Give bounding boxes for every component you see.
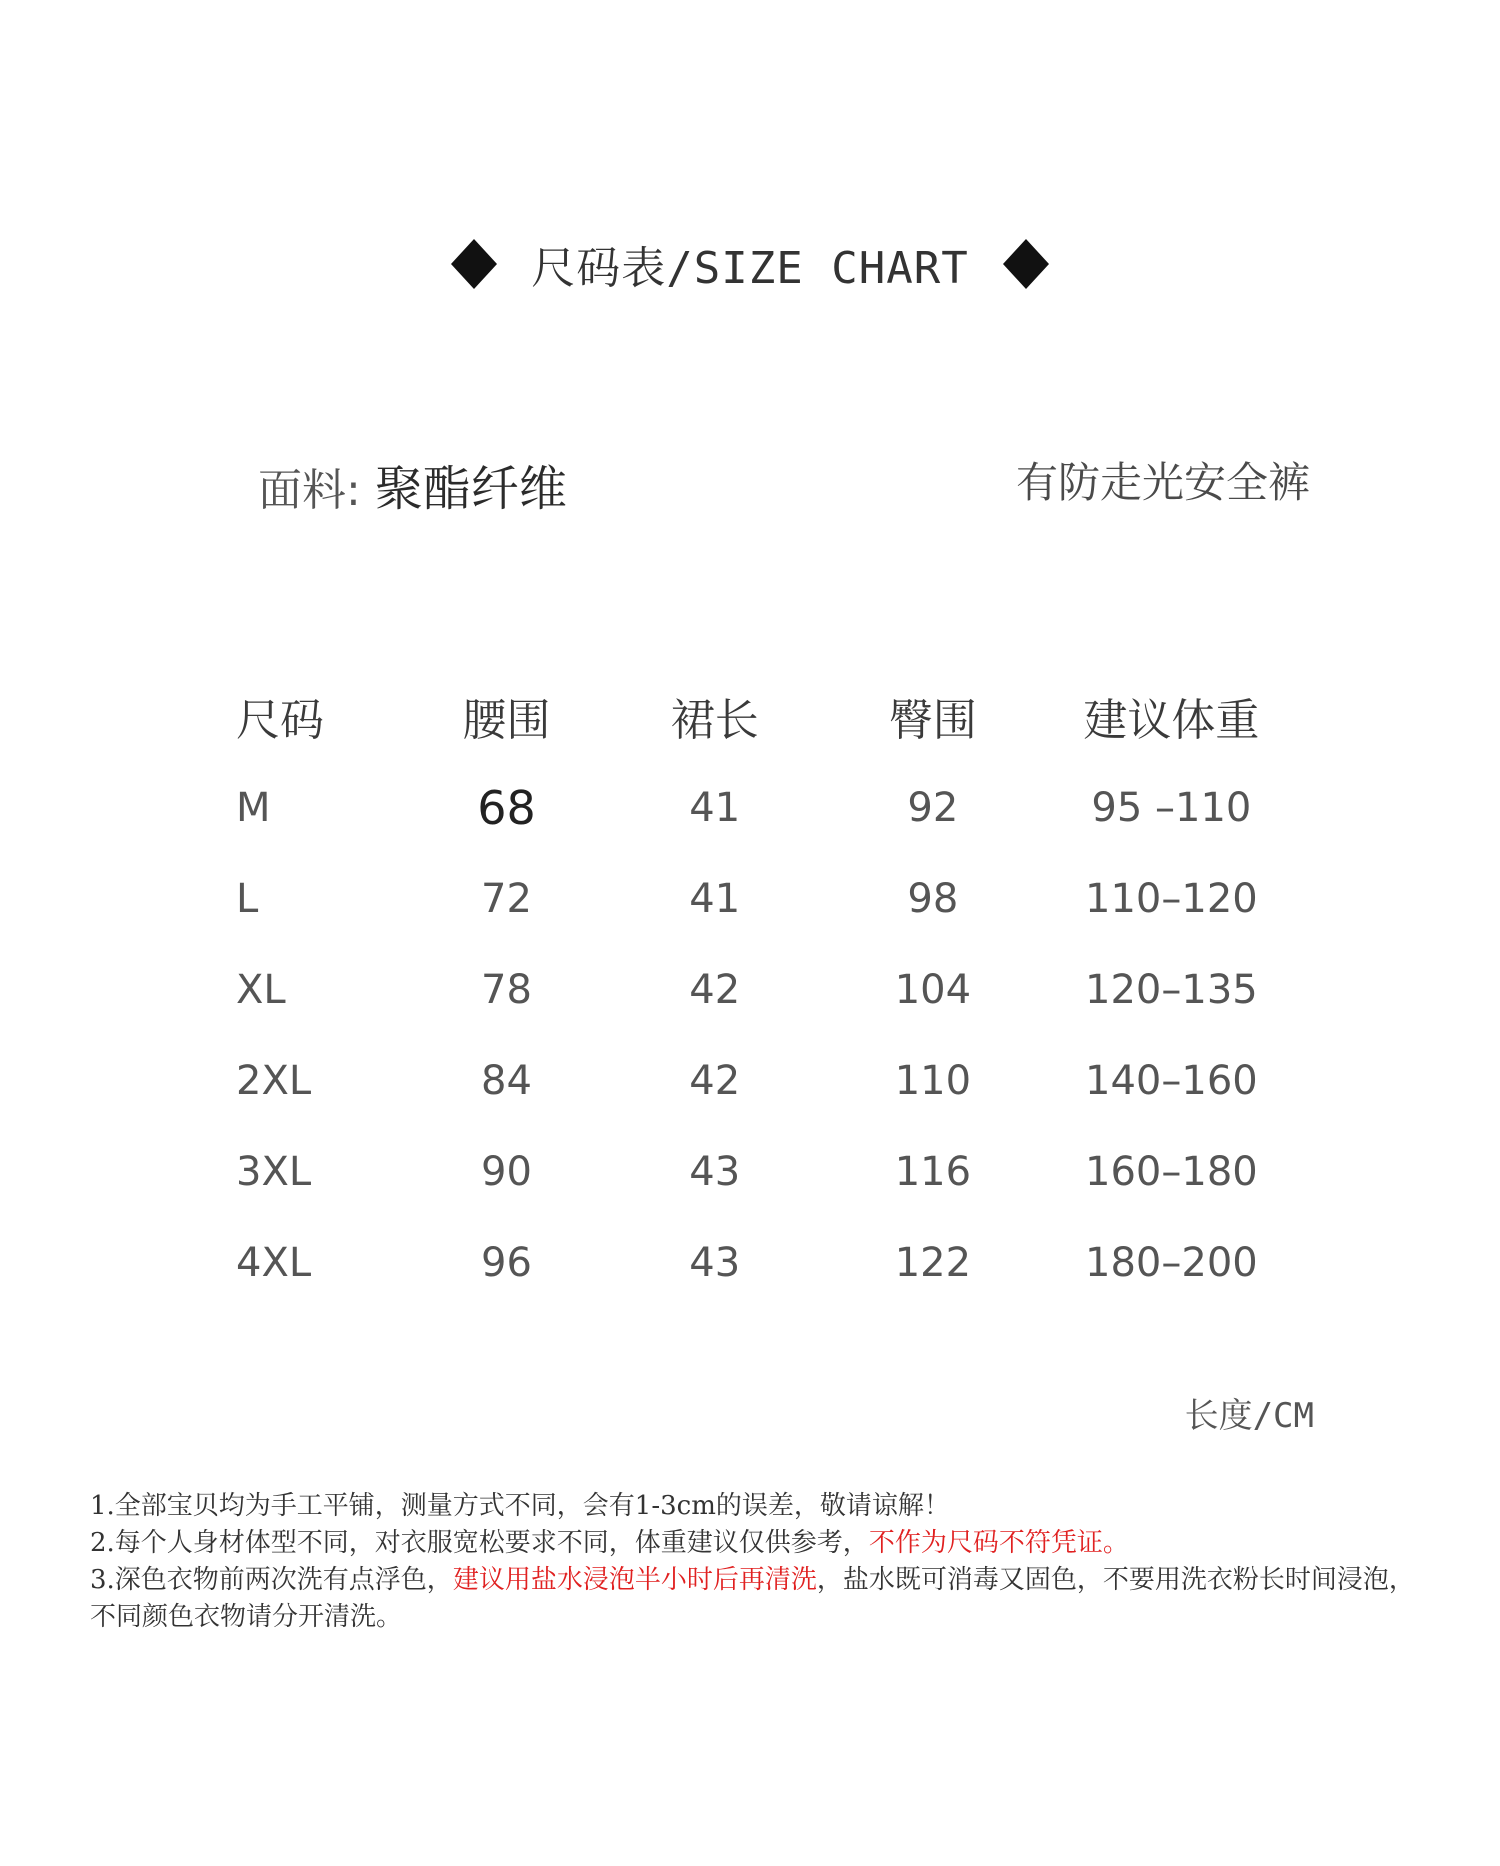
cell-size: 2XL: [236, 1057, 312, 1104]
note-1: [90, 1488, 1420, 1525]
cell-weight: 140–160: [1085, 1057, 1258, 1104]
cell-waist: 84: [481, 1057, 532, 1104]
size-table: [220, 670, 1300, 1308]
cell-length: 41: [689, 784, 741, 831]
header-hip: 臀围: [888, 695, 977, 746]
table-row: [220, 1217, 1300, 1308]
cell-size: 3XL: [236, 1148, 312, 1195]
page-title: 尺码表/SIZE CHART: [531, 243, 969, 294]
cell-hip: 122: [894, 1239, 972, 1286]
cell-waist: 68: [477, 780, 536, 835]
table-row: [220, 853, 1300, 944]
note-2: [90, 1525, 1420, 1562]
cell-weight: 160–180: [1085, 1148, 1258, 1195]
note-3-warning: 建议用盐水浸泡半小时后再清洗: [452, 1565, 817, 1595]
cell-hip: 110: [894, 1057, 972, 1104]
cell-hip: 98: [907, 875, 959, 922]
table-row: [220, 1126, 1300, 1217]
cell-size: 4XL: [236, 1239, 312, 1286]
cell-weight: 180–200: [1085, 1239, 1258, 1286]
cell-waist: 72: [481, 875, 532, 922]
cell-length: 43: [689, 1239, 741, 1286]
header-waist: 腰围: [462, 695, 551, 746]
note-3-text: 3.深色衣物前两次洗有点浮色，: [90, 1565, 453, 1595]
cell-size: M: [236, 784, 271, 831]
cell-waist: 96: [481, 1239, 532, 1286]
cell-hip: 92: [907, 784, 959, 831]
diamond-right-icon: [1001, 239, 1051, 289]
unit-label: 长度/CM: [1184, 1396, 1314, 1436]
table-row: [220, 944, 1300, 1035]
cell-length: 43: [689, 1148, 741, 1195]
fabric-value: 聚酯纤维: [374, 461, 567, 517]
cell-size: L: [236, 875, 259, 922]
safety-note: 有防走光安全裤: [1015, 458, 1310, 507]
note-2-warning: 不作为尺码不符凭证。: [868, 1528, 1129, 1558]
cell-waist: 90: [481, 1148, 532, 1195]
fabric-info: [258, 450, 567, 519]
diamond-left-icon: [449, 239, 499, 289]
cell-length: 42: [689, 1057, 741, 1104]
cell-hip: 116: [894, 1148, 972, 1195]
fabric-label: 面料:: [258, 465, 361, 516]
cell-hip: 104: [894, 966, 972, 1013]
cell-weight: 120–135: [1085, 966, 1258, 1013]
title-row: [0, 232, 1500, 296]
cell-waist: 78: [481, 966, 532, 1013]
cell-weight: 110–120: [1085, 875, 1258, 922]
header-length: 裙长: [670, 695, 759, 746]
table-header-row: [220, 670, 1300, 762]
header-size: 尺码: [236, 695, 324, 746]
cell-size: XL: [236, 966, 286, 1013]
cell-length: 41: [689, 875, 741, 922]
cell-length: 42: [689, 966, 741, 1013]
note-2-text: 2.每个人身材体型不同，对衣服宽松要求不同，体重建议仅供参考，: [90, 1528, 869, 1558]
note-3-text-end: ，盐水既可消毒又固色，不要用洗衣粉长时间浸泡，不同颜色衣物请分开清洗。: [90, 1565, 1415, 1632]
care-notes: [90, 1488, 1420, 1636]
cell-weight: 95 –110: [1091, 784, 1252, 831]
table-row: [220, 1035, 1300, 1126]
table-row: [220, 762, 1300, 853]
header-weight: 建议体重: [1083, 695, 1260, 746]
note-1-text: 1.全部宝贝均为手工平铺，测量方式不同，会有1-3cm的误差，敬请谅解！: [90, 1491, 950, 1521]
note-3: [90, 1562, 1420, 1636]
